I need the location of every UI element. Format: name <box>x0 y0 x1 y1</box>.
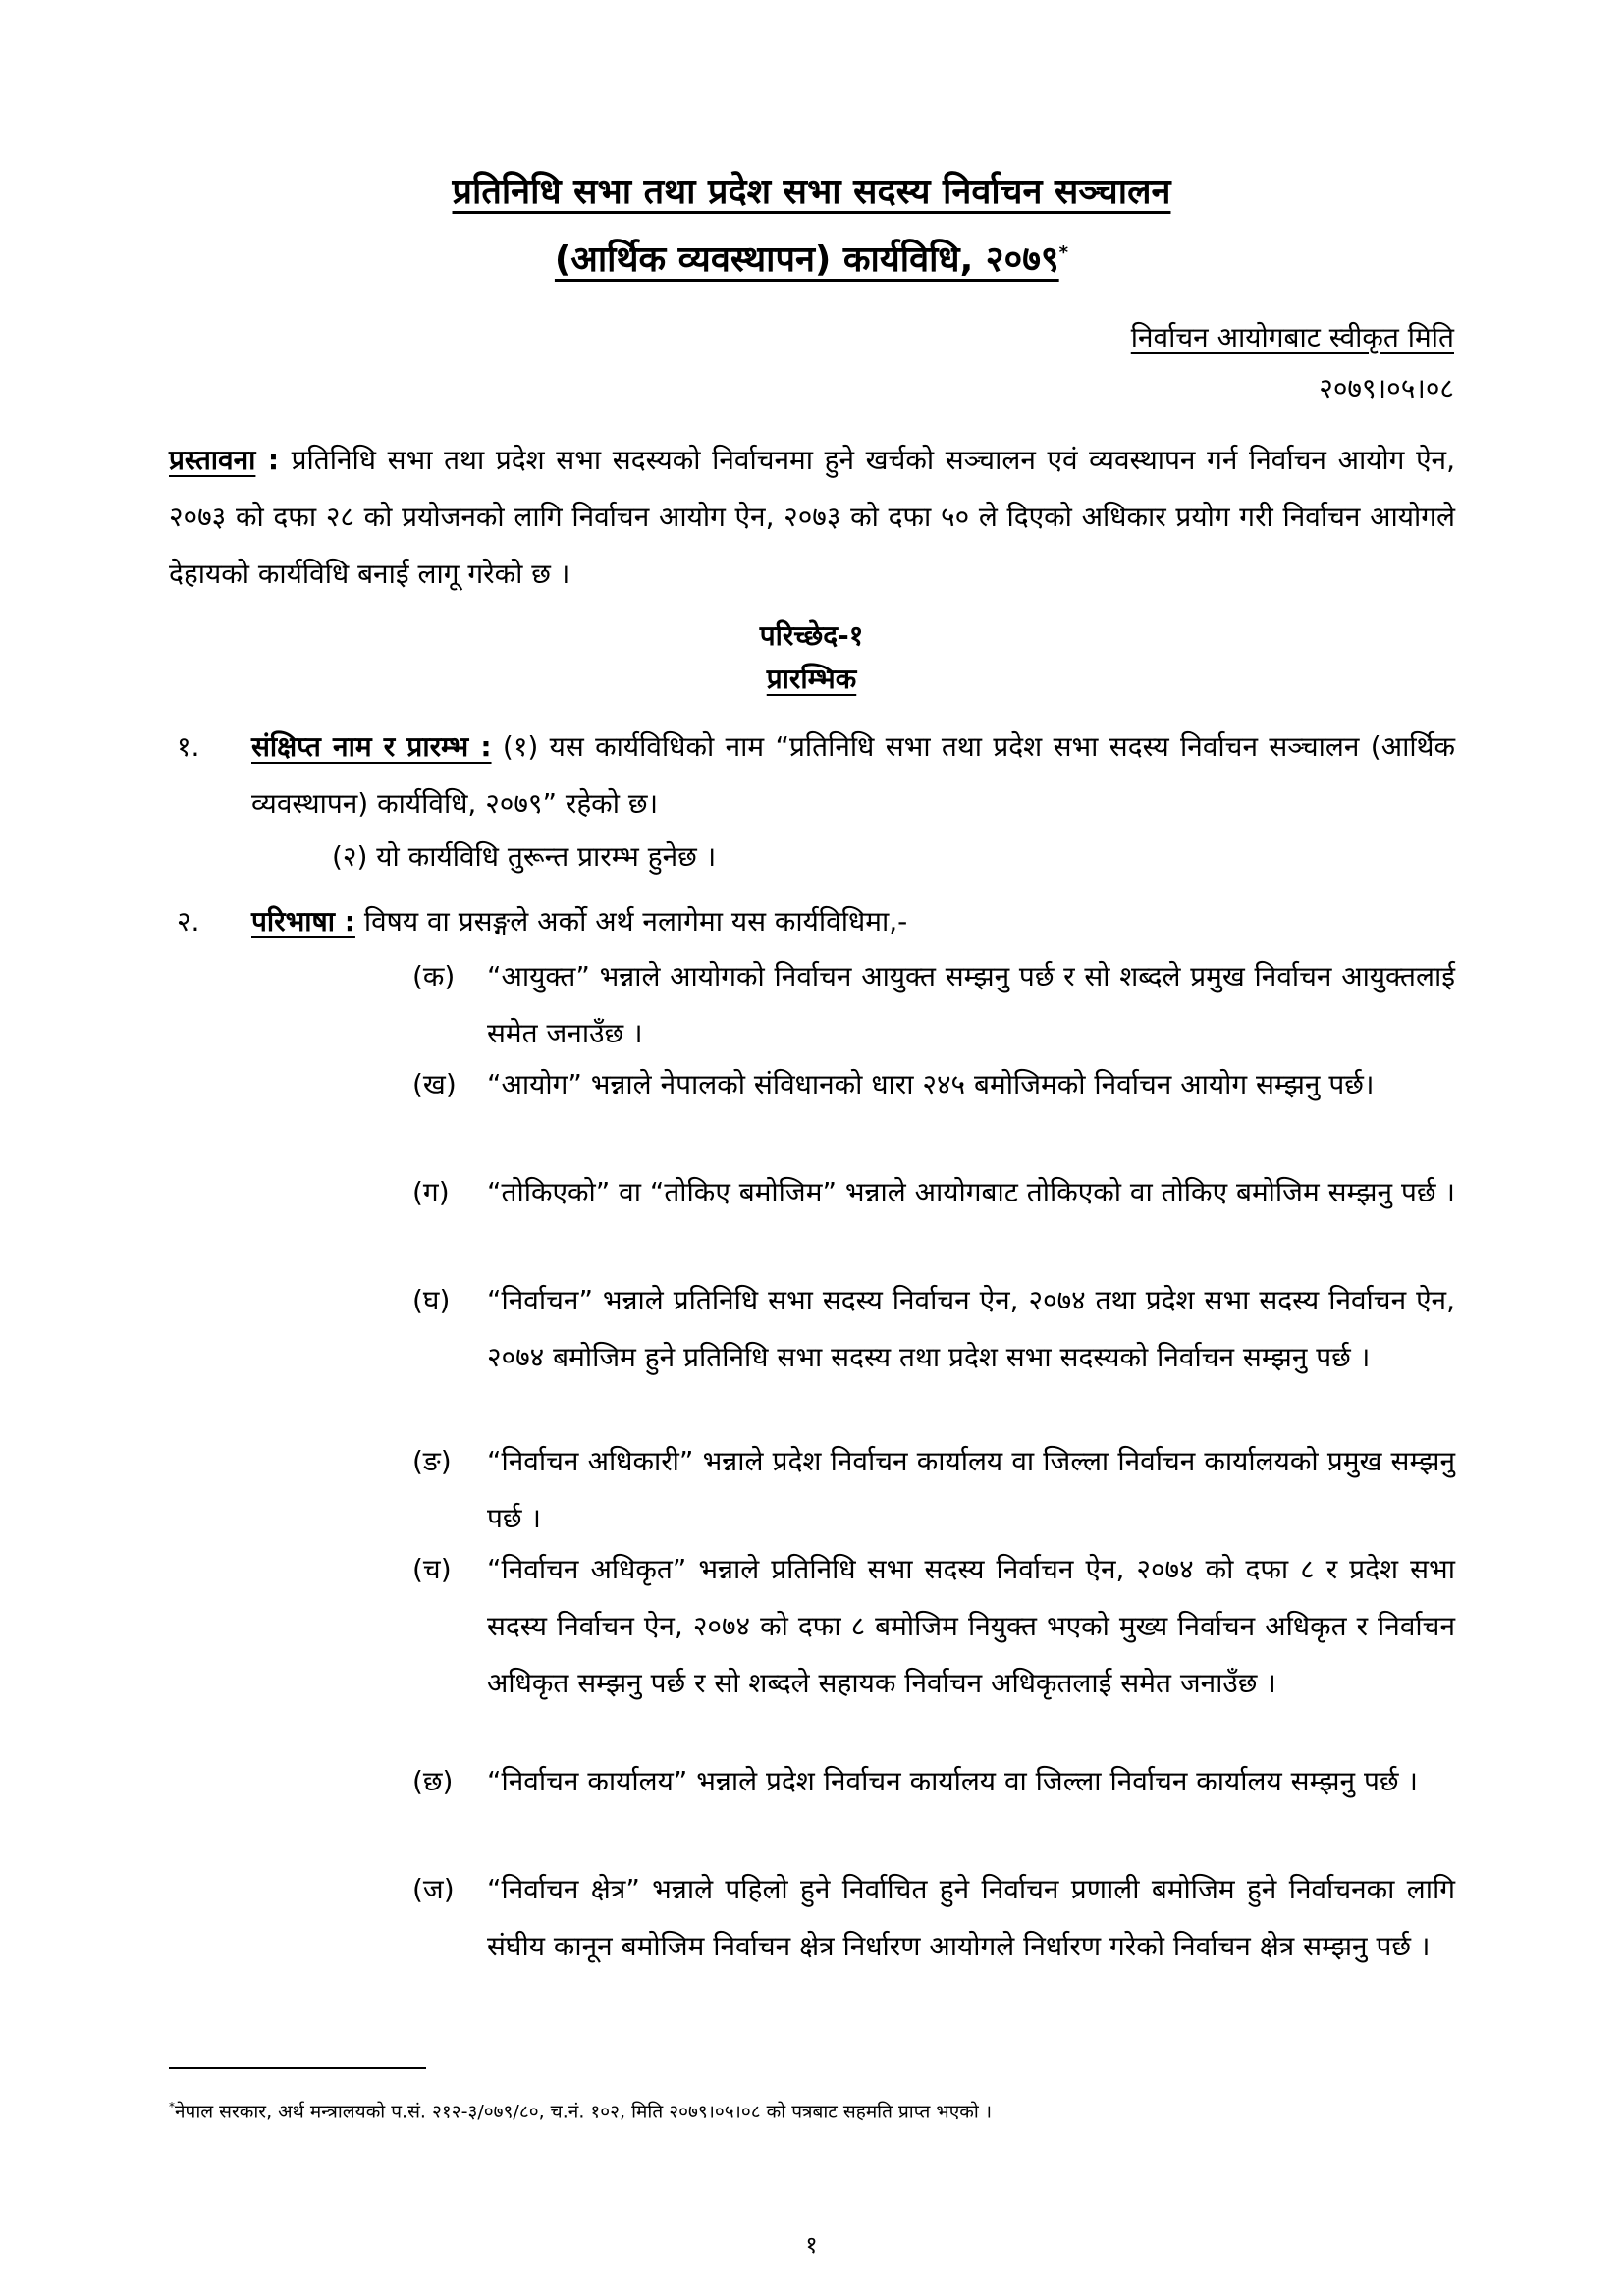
section-heading: संक्षिप्त नाम र प्रारम्भ : <box>251 730 492 763</box>
section-text: विषय वा प्रसङ्गले अर्को अर्थ नलागेमा यस कार्यविधिमा,- <box>354 905 908 937</box>
chapter-name: प्रारम्भिक <box>766 663 857 695</box>
document-title-line2: (आर्थिक व्यवस्थापन) कार्यविधि, २०७९* <box>554 240 1069 280</box>
definition-text: “निर्वाचन अधिकृत” भन्नाले प्रतिनिधि सभा सदस्य निर्वाचन ऐन, २०७४ को दफा ८ र प्रदेश सभा सदस्य निर्वाचन ऐन, २०७४ को दफा ८ बमोजिम नियुक्त भएको मुख्य निर्वाचन अधिकृत र निर्वाचन अधिकृत सम्झनु पर्छ र सो शब्दले सहायक निर्वाचन अधिकृतलाई समेत जनाउँछ । <box>487 1553 1455 1699</box>
page-number: १ <box>805 2231 818 2259</box>
definition-text: “निर्वाचन क्षेत्र” भन्नाले पहिलो हुने निर्वाचित हुने निर्वाचन प्रणाली बमोजिम हुने निर्वाचनका लागि संघीय कानून बमोजिम निर्वाचन क्षेत्र निर्धारण आयोगले निर्धारण गरेको निर्वाचन क्षेत्र सम्झनु पर्छ । <box>487 1873 1455 1962</box>
approval-label: निर्वाचन आयोगबाट स्वीकृत मिति <box>1130 321 1454 353</box>
definition-text: “आयुक्त” भन्नाले आयोगको निर्वाचन आयुक्त सम्झनु पर्छ र सो शब्दले प्रमुख निर्वाचन आयुक्तलाई समेत जनाउँछ । <box>487 960 1455 1049</box>
definition-label: (ग) <box>412 1176 450 1208</box>
definition-text: “आयोग” भन्नाले नेपालको संविधानको धारा २४५ बमोजिमको निर्वाचन आयोग सम्झनु पर्छ। <box>487 1068 1375 1100</box>
section-number: २. <box>177 905 200 937</box>
definition-label: (घ) <box>412 1284 451 1316</box>
footnote: *नेपाल सरकार, अर्थ मन्त्रालयको प.सं. २१२-३/०७९/८०, च.नं. १०२, मिति २०७९।०५।०८ को पत्रबाट सहमति प्राप्त भएको । <box>169 2100 993 2123</box>
definition-text: “निर्वाचन अधिकारी” भन्नाले प्रदेश निर्वाचन कार्यालय वा जिल्ला निर्वाचन कार्यालयको प्रमुख सम्झनु पर्छ । <box>487 1445 1455 1534</box>
preamble-text: प्रतिनिधि सभा तथा प्रदेश सभा सदस्यको निर्वाचनमा हुने खर्चको सञ्चालन एवं व्यवस्थापन गर्न निर्वाचन आयोग ऐन, २०७३ को दफा २८ को प्रयोजनको लागि निर्वाचन आयोग ऐन, २०७३ को दफा ५० ले दिएको अधिकार प्रयोग गरी निर्वाचन आयोगले देहायको कार्यविधि बनाई लागू गरेको छ । <box>169 444 1455 590</box>
section-2 <box>251 893 1455 950</box>
definition-label: (ख) <box>412 1068 457 1100</box>
definition-label: (ङ) <box>412 1445 452 1477</box>
section-number: १. <box>177 730 200 763</box>
preamble: प्रस्तावना : प्रतिनिधि सभा तथा प्रदेश सभा सदस्यको निर्वाचनमा हुने खर्चको सञ्चालन एवं व्यवस्थापन गर्न निर्वाचन आयोग ऐन, २०७३ को दफा २८ को प्रयोजनको लागि निर्वाचन आयोग ऐन, २०७३ को दफा ५० ले दिएको अधिकार प्रयोग गरी निर्वाचन आयोगले देहायको कार्यविधि बनाई लागू गरेको छ । <box>169 444 1455 590</box>
footnote-marker: * <box>1058 242 1069 263</box>
definition-label: (छ) <box>412 1765 454 1797</box>
document-title-line1: प्रतिनिधि सभा तथा प्रदेश सभा सदस्य निर्वाचन सञ्चालन <box>452 172 1171 212</box>
definition-text: “तोकिएको” वा “तोकिए बमोजिम” भन्नाले आयोगबाट तोकिएको वा तोकिए बमोजिम सम्झनु पर्छ । <box>487 1176 1455 1208</box>
definition-label: (ज) <box>412 1873 455 1905</box>
definition-label: (च) <box>412 1553 452 1585</box>
definition-text: “निर्वाचन कार्यालय” भन्नाले प्रदेश निर्वाचन कार्यालय वा जिल्ला निर्वाचन कार्यालय सम्झनु पर्छ । <box>487 1765 1419 1797</box>
definition-label: (क) <box>412 960 456 992</box>
section-text: (१) यस कार्यविधिको नाम “प्रतिनिधि सभा तथा प्रदेश सभा सदस्य निर्वाचन सञ्चालन (आर्थिक व्यवस्थापन) कार्यविधि, २०७९” रहेको छ। <box>251 730 1455 820</box>
chapter-number: परिच्छेद-१ <box>759 619 864 652</box>
approval-date: २०७९।०५।०८ <box>1319 372 1454 404</box>
section-heading: परिभाषा : <box>251 905 355 937</box>
section-1 <box>251 719 1455 832</box>
footnote-text: नेपाल सरकार, अर्थ मन्त्रालयको प.सं. २१२-३/०७९/८०, च.नं. १०२, मिति २०७९।०५।०८ को पत्रबाट सहमति प्राप्त भएको । <box>175 2101 993 2123</box>
subsection-2: (२) यो कार्यविधि तुरून्त प्रारम्भ हुनेछ । <box>332 840 717 873</box>
definition-text: “निर्वाचन” भन्नाले प्रतिनिधि सभा सदस्य निर्वाचन ऐन, २०७४ तथा प्रदेश सभा सदस्य निर्वाचन ऐन, २०७४ बमोजिम हुने प्रतिनिधि सभा सदस्य तथा प्रदेश सभा सदस्यको निर्वाचन सम्झनु पर्छ । <box>487 1284 1455 1373</box>
footnote-divider <box>169 2067 426 2069</box>
preamble-heading: प्रस्तावना <box>169 444 256 476</box>
